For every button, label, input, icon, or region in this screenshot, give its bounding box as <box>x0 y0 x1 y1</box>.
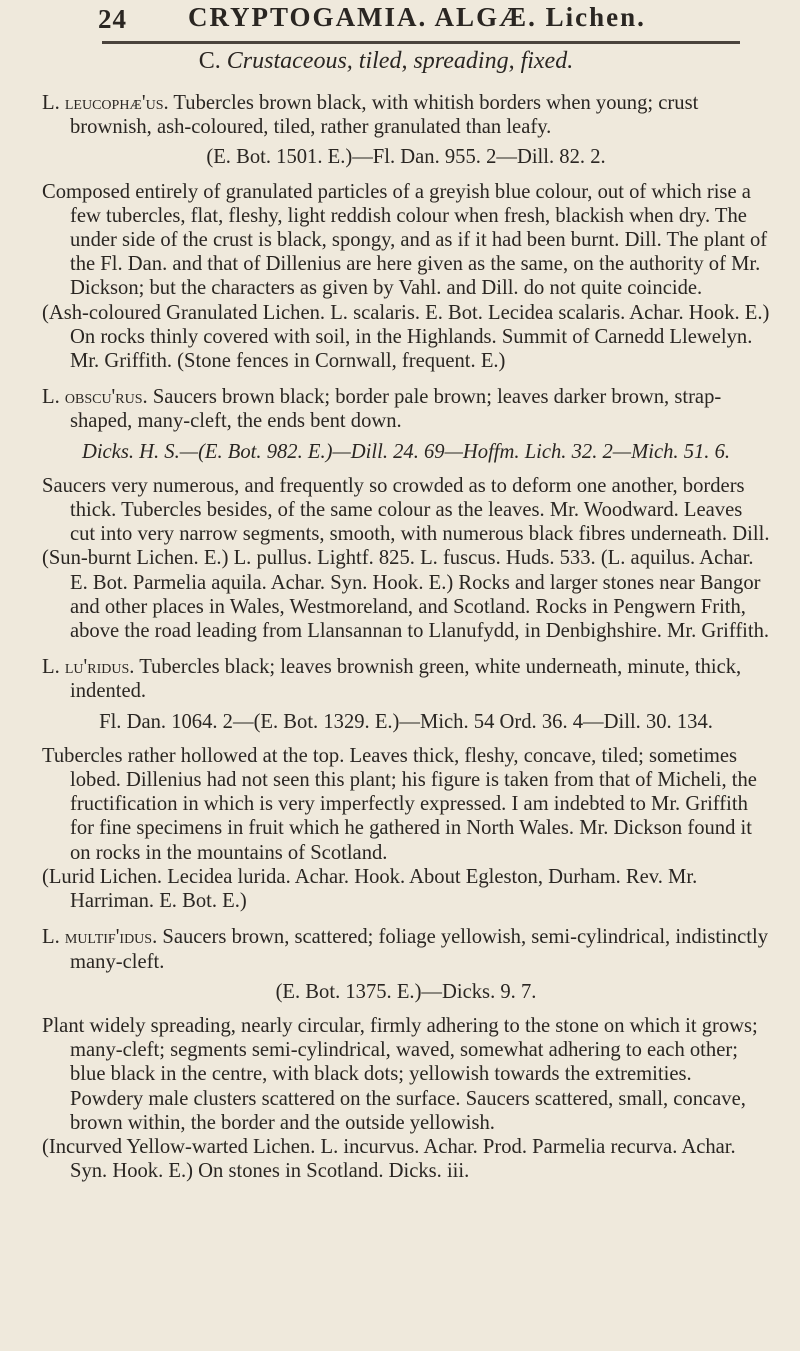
page-header <box>42 0 770 44</box>
references: (E. Bot. 1501. E.)—Fl. Dan. 955. 2—Dill. 82. 2. <box>206 146 606 169</box>
species-entry <box>42 385 770 643</box>
page-number: 24 <box>98 4 127 34</box>
species-observations: Tubercles rather hollowed at the top. Leaves thick, fleshy, concave, tiled; sometimes lobed. Dillenius had not seen this plant; his figure is taken from that of Micheli, the fructification in which is very imperfectly expressed. I am indebted to Mr. Griffith for fine specimens in fruit which he gathered in North Wales. Mr. Dickson found it on rocks in the mountains of Scotland. <box>42 744 757 864</box>
species-characters: Tubercles black; leaves brownish green, white underneath, minute, thick, indented. <box>70 656 742 703</box>
species-name: L. lu'ridus. <box>42 656 135 679</box>
species-characters: Saucers brown, scattered; foliage yellowish, semi-cylindrical, indistinctly many-cleft. <box>70 926 769 973</box>
section-letter: C. <box>198 48 221 74</box>
species-characters: Saucers brown black; border pale brown; leaves darker brown, strap-shaped, many-cleft, the ends bent down. <box>70 386 722 433</box>
species-characters: Tubercles brown black, with whitish borders when young; crust brownish, ash-coloured, tiled, rather granulated than leafy. <box>70 92 699 139</box>
synonyms-and-localities: (Incurved Yellow-warted Lichen. L. incurvus. Achar. Prod. Parmelia recurva. Achar. Syn. Hook. E.) On stones in Scotland. Dicks. iii. <box>42 1135 736 1183</box>
species-description <box>42 925 770 973</box>
section-heading <box>42 48 770 75</box>
section-title: Crustaceous, tiled, spreading, fixed. <box>226 48 574 74</box>
synonyms-and-localities: (Sun-burnt Lichen. E.) L. pullus. Lightf. 825. L. fuscus. Huds. 533. (L. aquilus. Achar. E. Bot. Parmelia aquila. Achar. Syn. Hook. E.) Rocks and larger stones near Bangor and other places in Wales, Westmoreland, and Scotland. Rocks in Pengwern Frith, above the road leading from Llansannan to Llanufydd, in Denbighshire. Mr. Griffith. <box>42 547 770 643</box>
references: (E. Bot. 1375. E.)—Dicks. 9. 7. <box>275 980 537 1003</box>
synonyms-and-localities: (Ash-coloured Granulated Lichen. L. scalaris. E. Bot. Lecidea scalaris. Achar. Hook. E.) On rocks thinly covered with soil, in the Highlands. Summit of Carnedd Llewelyn. Mr. Griffith. (Stone fences in Cornwall, frequent. E.) <box>42 301 770 373</box>
species-observations: Saucers very numerous, and frequently so crowded as to deform one another, borders thick. Tubercles besides, of the same colour as the leaves. Mr. Woodward. Leaves cut into very narrow segments, smooth, with numerous black fibres underneath. Dill. <box>42 474 770 546</box>
species-name: L. obscu'rus. <box>42 386 148 409</box>
species-name: L. leucophæ'us. <box>42 92 169 114</box>
species-description <box>42 655 770 703</box>
species-name: L. multif'idus. <box>42 926 158 949</box>
species-observations: Composed entirely of granulated particles of a greyish blue colour, out of which rise a few tubercles, flat, fleshy, light reddish colour when fresh, blackish when dry. The under side of the crust is black, spongy, and as if it had been burnt. Dill. The plant of the Fl. Dan. and that of Dillenius are here given as the same, on the authority of Mr. Dickson; but the characters as given by Vahl. and Dill. do not quite coincide. <box>42 180 768 300</box>
references: Dicks. H. S.—(E. Bot. 982. E.)—Dill. 24. 69—Hoffm. Lich. 32. 2—Mich. 51. 6. <box>81 440 731 463</box>
references: Fl. Dan. 1064. 2—(E. Bot. 1329. E.)—Mich. 54 Ord. 36. 4—Dill. 30. 134. <box>99 710 713 733</box>
species-entry <box>42 655 770 913</box>
species-description <box>42 385 770 433</box>
synonyms-and-localities: (Lurid Lichen. Lecidea lurida. Achar. Hook. About Egleston, Durham. Rev. Mr. Harriman. E. Bot. E.) <box>42 865 698 913</box>
running-title: CRYPTOGAMIA. ALGÆ. Lichen. <box>188 2 646 32</box>
species-entry <box>42 91 770 373</box>
species-entry <box>42 925 770 1183</box>
species-description <box>42 91 770 139</box>
header-rule <box>102 41 740 44</box>
species-observations: Plant widely spreading, nearly circular, firmly adhering to the stone on which it grows; many-cleft; segments semi-cylindrical, waved, somewhat adhering to each other; blue black in the centre, with black dots; yellowish towards the extremities. Powdery male clusters scattered on the surface. Saucers scattered, small, concave, brown within, the border and the outside yellowish. <box>42 1014 758 1134</box>
